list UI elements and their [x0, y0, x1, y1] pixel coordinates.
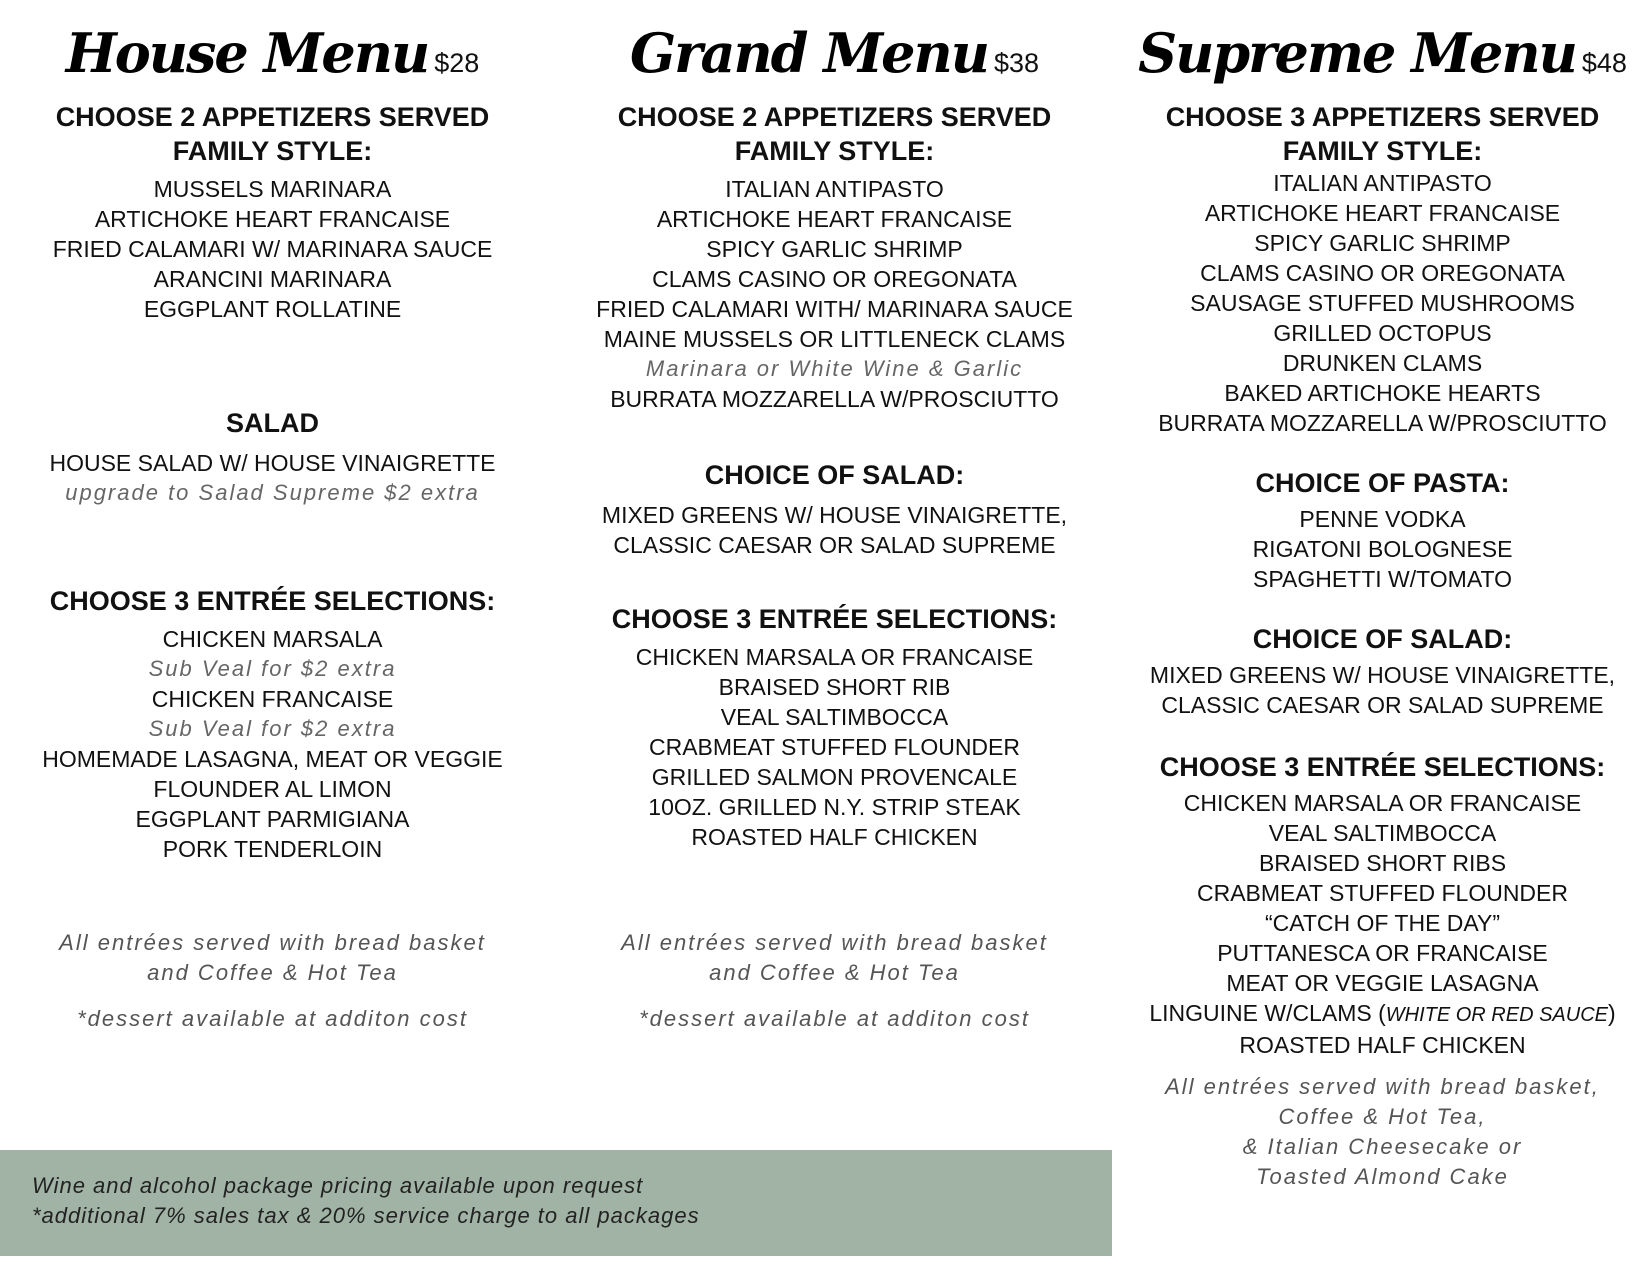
linguine-close: ): [1608, 1000, 1616, 1026]
list-item: “CATCH OF THE DAY”: [1264, 910, 1501, 936]
supreme-salad-heading: CHOICE OF SALAD:: [1252, 624, 1513, 654]
list-item: CLAMS CASINO OR OREGONATA: [652, 266, 1017, 292]
supreme-appetizers-subheading: FAMILY STYLE:: [1282, 136, 1483, 166]
grand-menu-title: [566, 21, 1103, 85]
house-entree-list: [10, 624, 535, 864]
list-item: PORK TENDERLOIN: [162, 836, 383, 862]
supreme-footer-line-2: Coffee & Hot Tea,: [1278, 1104, 1487, 1129]
list-item: ARTICHOKE HEART FRANCAISE: [94, 206, 451, 232]
list-item: SPAGHETTI W/TOMATO: [1253, 566, 1512, 592]
house-menu-title: [10, 21, 535, 85]
list-item: VEAL SALTIMBOCCA: [1268, 820, 1497, 846]
house-salad-heading: SALAD: [226, 408, 319, 438]
house-dessert-note: *dessert available at additon cost: [77, 1006, 468, 1031]
supreme-salad-line-2: CLASSIC CAESAR OR SALAD SUPREME: [1161, 692, 1604, 718]
house-footer-line-2: and Coffee & Hot Tea: [147, 960, 398, 985]
list-item: SPICY GARLIC SHRIMP: [1254, 230, 1511, 256]
linguine-sauce-note: WHITE OR RED SAUCE: [1385, 1004, 1608, 1026]
list-item: SAUSAGE STUFFED MUSHROOMS: [1190, 290, 1575, 316]
supreme-entree-heading: CHOOSE 3 ENTRÉE SELECTIONS:: [1159, 752, 1606, 782]
list-item: MUSSELS MARINARA: [153, 176, 392, 202]
house-menu-column: [10, 21, 535, 1034]
list-item: HOMEMADE LASAGNA, MEAT OR VEGGIE: [42, 746, 503, 772]
grand-salad-line-1: MIXED GREENS W/ HOUSE VINAIGRETTE,: [601, 502, 1068, 528]
list-item: VEAL SALTIMBOCCA: [720, 704, 949, 730]
list-item-note: Marinara or White Wine & Garlic: [645, 356, 1024, 381]
list-item: GRILLED OCTOPUS: [1273, 320, 1492, 346]
grand-menu-column: [566, 21, 1103, 1034]
list-item: BRAISED SHORT RIBS: [1258, 850, 1507, 876]
list-item: FRIED CALAMARI W/ MARINARA SAUCE: [52, 236, 493, 262]
list-item: ROASTED HALF CHICKEN: [1239, 1032, 1526, 1058]
list-item: EGGPLANT PARMIGIANA: [135, 806, 410, 832]
list-item: RIGATONI BOLOGNESE: [1252, 536, 1513, 562]
list-item: ITALIAN ANTIPASTO: [1273, 170, 1492, 196]
list-item: BAKED ARTICHOKE HEARTS: [1224, 380, 1541, 406]
house-menu-name: House Menu: [65, 21, 429, 85]
supreme-menu-title: [1120, 21, 1645, 85]
list-item: ARANCINI MARINARA: [153, 266, 392, 292]
house-salad-item: HOUSE SALAD W/ HOUSE VINAIGRETTE: [49, 450, 496, 476]
list-item: 10OZ. GRILLED N.Y. STRIP STEAK: [648, 794, 1021, 820]
supreme-footer-line-1: All entrées served with bread basket,: [1165, 1074, 1600, 1099]
supreme-salad-line-1: MIXED GREENS W/ HOUSE VINAIGRETTE,: [1149, 662, 1616, 688]
list-item: DRUNKEN CLAMS: [1282, 350, 1483, 376]
supreme-menu-column: [1120, 21, 1645, 1192]
supreme-entree-list: [1120, 788, 1645, 1060]
house-appetizers-heading: CHOOSE 2 APPETIZERS SERVED: [55, 102, 490, 132]
list-item: MEAT OR VEGGIE LASAGNA: [1226, 970, 1539, 996]
list-item: BRAISED SHORT RIB: [718, 674, 951, 700]
grand-entree-heading: CHOOSE 3 ENTRÉE SELECTIONS:: [611, 604, 1058, 634]
list-item: FLOUNDER AL LIMON: [153, 776, 392, 802]
supreme-menu-name: Supreme Menu: [1138, 21, 1576, 85]
grand-menu-price: $38: [993, 48, 1040, 78]
banner-tax-note: *additional 7% sales tax & 20% service charge to all packages: [32, 1203, 700, 1228]
list-item: PENNE VODKA: [1299, 506, 1466, 532]
list-item: CRABMEAT STUFFED FLOUNDER: [1196, 880, 1568, 906]
list-item: MAINE MUSSELS OR LITTLENECK CLAMS: [603, 326, 1066, 352]
list-item: CHICKEN MARSALA: [162, 626, 383, 652]
list-item-linguine: [1120, 998, 1645, 1030]
house-salad-note: upgrade to Salad Supreme $2 extra: [65, 480, 480, 505]
grand-footer-line-1: All entrées served with bread basket: [621, 930, 1048, 955]
list-item: BURRATA MOZZARELLA W/PROSCIUTTO: [610, 386, 1059, 412]
grand-menu-name: Grand Menu: [629, 21, 988, 85]
grand-salad-line-2: CLASSIC CAESAR OR SALAD SUPREME: [613, 532, 1056, 558]
house-appetizers-subheading: FAMILY STYLE:: [172, 136, 373, 166]
list-item: FRIED CALAMARI WITH/ MARINARA SAUCE: [596, 296, 1073, 322]
house-footer-line-1: All entrées served with bread basket: [59, 930, 486, 955]
grand-dessert-note: *dessert available at additon cost: [639, 1006, 1030, 1031]
footer-banner: [0, 1150, 1112, 1256]
list-item: CHICKEN MARSALA OR FRANCAISE: [1183, 790, 1582, 816]
linguine-label: LINGUINE W/CLAMS (: [1149, 1000, 1386, 1026]
list-item: ROASTED HALF CHICKEN: [691, 824, 978, 850]
supreme-pasta-heading: CHOICE OF PASTA:: [1255, 468, 1510, 498]
list-item: SPICY GARLIC SHRIMP: [706, 236, 963, 262]
grand-appetizer-list: [566, 174, 1103, 414]
grand-appetizers-heading: CHOOSE 2 APPETIZERS SERVED: [617, 102, 1052, 132]
list-item: ITALIAN ANTIPASTO: [725, 176, 944, 202]
list-item: BURRATA MOZZARELLA W/PROSCIUTTO: [1158, 410, 1607, 436]
supreme-pasta-list: [1120, 504, 1645, 594]
banner-wine-note: Wine and alcohol package pricing available upon request: [32, 1173, 644, 1198]
list-item: ARTICHOKE HEART FRANCAISE: [656, 206, 1013, 232]
grand-entree-list: [566, 642, 1103, 852]
list-item-note: Sub Veal for $2 extra: [148, 716, 397, 741]
list-item: CHICKEN MARSALA OR FRANCAISE: [635, 644, 1034, 670]
list-item: ARTICHOKE HEART FRANCAISE: [1204, 200, 1561, 226]
list-item: CLAMS CASINO OR OREGONATA: [1200, 260, 1565, 286]
house-appetizer-list: [10, 174, 535, 324]
grand-salad-heading: CHOICE OF SALAD:: [704, 460, 965, 490]
list-item: CRABMEAT STUFFED FLOUNDER: [648, 734, 1020, 760]
house-entree-heading: CHOOSE 3 ENTRÉE SELECTIONS:: [49, 586, 496, 616]
list-item-note: Sub Veal for $2 extra: [148, 656, 397, 681]
supreme-footer-line-3: & Italian Cheesecake or: [1242, 1134, 1523, 1159]
supreme-appetizer-list: [1120, 168, 1645, 438]
list-item: CHICKEN FRANCAISE: [151, 686, 394, 712]
list-item: PUTTANESCA OR FRANCAISE: [1217, 940, 1548, 966]
list-item: GRILLED SALMON PROVENCALE: [651, 764, 1018, 790]
grand-footer-line-2: and Coffee & Hot Tea: [709, 960, 960, 985]
supreme-menu-price: $48: [1581, 48, 1627, 78]
house-menu-price: $28: [434, 48, 480, 78]
supreme-footer-line-4: Toasted Almond Cake: [1256, 1164, 1509, 1189]
supreme-appetizers-heading: CHOOSE 3 APPETIZERS SERVED: [1165, 102, 1600, 132]
list-item: EGGPLANT ROLLATINE: [143, 296, 402, 322]
grand-appetizers-subheading: FAMILY STYLE:: [734, 136, 935, 166]
